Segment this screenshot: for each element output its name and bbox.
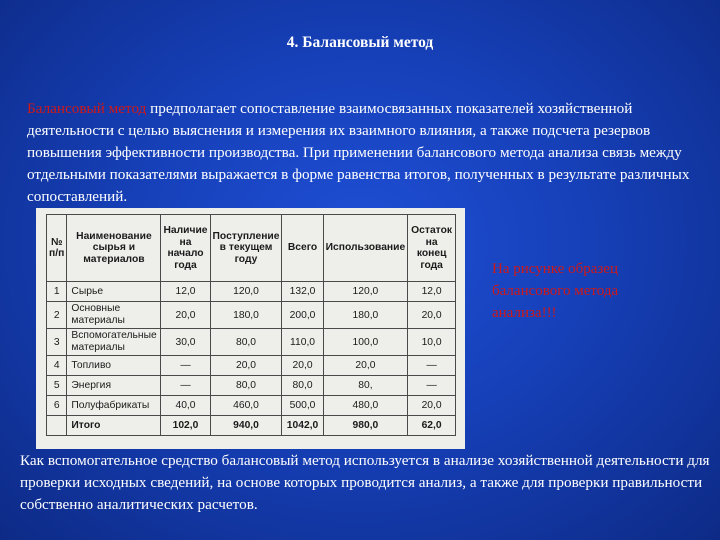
table-row — [47, 356, 456, 376]
cell: 20,0 — [408, 396, 456, 416]
cell: 20,0 — [161, 302, 210, 329]
cell: 132,0 — [282, 282, 323, 302]
cell: 110,0 — [282, 329, 323, 356]
cell: 3 — [47, 329, 67, 356]
cell: Топливо — [67, 356, 161, 376]
cell: 20,0 — [210, 356, 282, 376]
table-row — [47, 329, 456, 356]
side-note: На рисунке образец балансового метода анализа!!! — [492, 261, 619, 321]
slide-title: 4. Балансовый метод — [286, 34, 434, 51]
cell: 180,0 — [323, 302, 408, 329]
cell: Сырье — [67, 282, 161, 302]
cell: 120,0 — [323, 282, 408, 302]
cell: Полуфабрикаты — [67, 396, 161, 416]
header-number: № п/п — [47, 215, 67, 282]
cell: 1 — [47, 282, 67, 302]
cell: 2 — [47, 302, 67, 329]
header-total: Всего — [282, 215, 323, 282]
highlight-term: Балансовый метод — [27, 100, 147, 117]
cell: 80,0 — [210, 376, 282, 396]
cell: 980,0 — [323, 416, 408, 436]
cell: 12,0 — [408, 282, 456, 302]
cell: 80,0 — [210, 329, 282, 356]
cell: 940,0 — [210, 416, 282, 436]
cell: 500,0 — [282, 396, 323, 416]
cell: 180,0 — [210, 302, 282, 329]
table-row — [47, 396, 456, 416]
cell: 30,0 — [161, 329, 210, 356]
header-usage: Использование — [323, 215, 408, 282]
header-receipt: Поступление в текущем году — [210, 215, 282, 282]
table-row — [47, 302, 456, 329]
cell: 80,0 — [282, 376, 323, 396]
cell: 40,0 — [161, 396, 210, 416]
cell: 20,0 — [408, 302, 456, 329]
cell — [47, 416, 67, 436]
table-total-row — [47, 416, 456, 436]
cell: 20,0 — [282, 356, 323, 376]
cell: 4 — [47, 356, 67, 376]
table-row — [47, 376, 456, 396]
cell: — — [408, 376, 456, 396]
header-end: Остаток на конец года — [408, 215, 456, 282]
bottom-paragraph: Как вспомогательное средство балансовый метод используется в анализе хозяйственной деятельности для проверки исходных сведений, на основе которых проводится анализ, а также для проверки правильности собственно аналитических расчетов. — [20, 452, 710, 513]
cell: Энергия — [67, 376, 161, 396]
cell: 20,0 — [323, 356, 408, 376]
cell: — — [161, 376, 210, 396]
balance-table — [46, 214, 456, 436]
cell: 200,0 — [282, 302, 323, 329]
header-start: Наличие на начало года — [161, 215, 210, 282]
header-name: Наименование сырья и материалов — [67, 215, 161, 282]
cell: Основные материалы — [67, 302, 161, 329]
cell: Итого — [67, 416, 161, 436]
table-row — [47, 282, 456, 302]
cell: 5 — [47, 376, 67, 396]
table-header-row — [47, 215, 456, 282]
cell: Вспомогательные материалы — [67, 329, 161, 356]
intro-text: предполагает сопоставление взаимосвязанных показателей хозяйственной деятельности с целью выяснения и измерения их взаимного влияния, а также подсчета резервов повышения эффективности производства. При применении балансового метода анализа связь между отдельными показателями выражается в форме равенства итогов, полученных в результате различных сопоставлений. — [27, 100, 690, 205]
cell: 12,0 — [161, 282, 210, 302]
cell: 10,0 — [408, 329, 456, 356]
cell: 460,0 — [210, 396, 282, 416]
cell: 6 — [47, 396, 67, 416]
cell: 480,0 — [323, 396, 408, 416]
intro-paragraph — [27, 98, 717, 208]
cell: 102,0 — [161, 416, 210, 436]
cell: 1042,0 — [282, 416, 323, 436]
cell: 62,0 — [408, 416, 456, 436]
cell: — — [408, 356, 456, 376]
cell: — — [161, 356, 210, 376]
cell: 80, — [323, 376, 408, 396]
balance-table-image — [36, 208, 465, 449]
cell: 120,0 — [210, 282, 282, 302]
cell: 100,0 — [323, 329, 408, 356]
